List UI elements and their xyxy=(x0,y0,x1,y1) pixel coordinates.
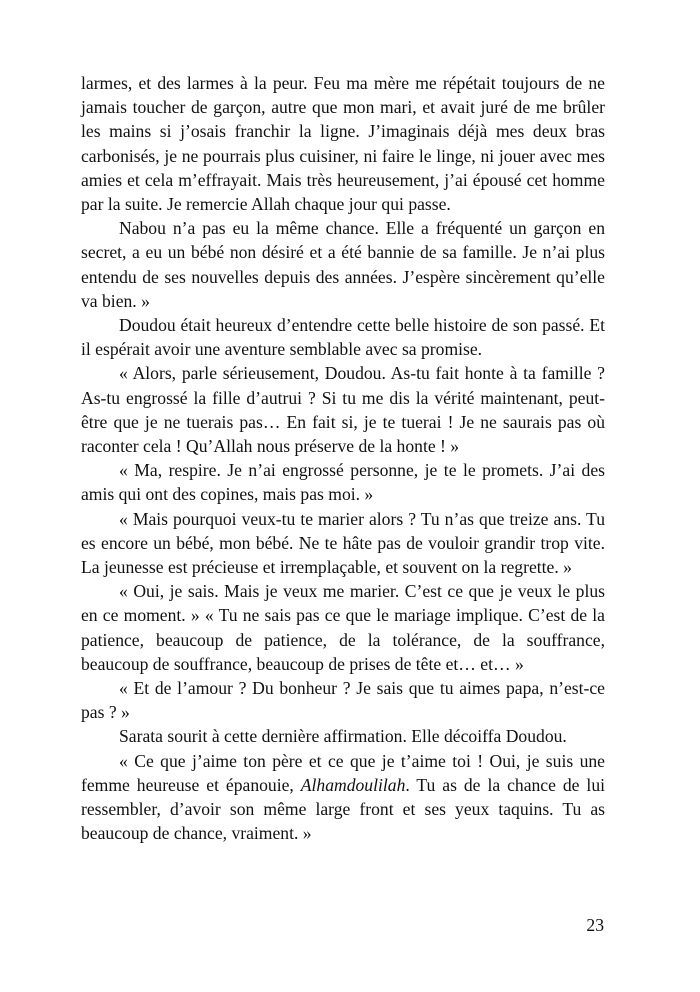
paragraph-10-after: . Tu as de la chance de lui ressembler, d’avoir son même large front et ses yeux taquins. Tu as beaucoup de chance, vraiment. » xyxy=(81,774,606,844)
paragraph-7: « Oui, je sais. Mais je veux me marier. C’est ce que je veux le plus en ce moment. » « Tu ne sais pas ce que le mariage implique. C’est de la patience, beaucoup de patience, de la tolérance, de la souffrance, beaucoup de souffrance, beaucoup de prises de tête et… et… » xyxy=(81,581,605,674)
paragraph-10-before: « Ce que j’aime ton père et ce que je t’aime toi ! Oui, je suis une femme heureuse et épanouie, xyxy=(81,750,605,795)
paragraph-1: larmes, et des larmes à la peur. Feu ma mère me répétait toujours de ne jamais toucher de garçon, autre que mon mari, et avait juré de me brûler les mains si j’osais franchir la ligne. J’imaginais déjà mes deux bras carbonisés, je ne pourrais plus cuisiner, ni faire le linge, ni jouer avec mes amies et cela m’effrayait. Mais très heureusement, j’ai épousé cet homme par la suite. Je remercie Allah chaque jour qui passe. xyxy=(81,73,605,215)
page-number: 23 xyxy=(586,915,604,935)
paragraph-5: « Ma, respire. Je n’ai engrossé personne, je te le promets. J’ai des amis qui ont des copines, mais pas moi. » xyxy=(81,460,605,505)
paragraph-9: Sarata sourit à cette dernière affirmation. Elle décoiffa Doudou. xyxy=(119,726,567,747)
paragraph-3: Doudou était heureux d’entendre cette belle histoire de son passé. Et il espérait avoir une aventure semblable avec sa promise. xyxy=(81,315,605,360)
paragraph-10-italic: Alhamdoulilah xyxy=(300,774,406,795)
page-body-text xyxy=(81,71,605,846)
paragraph-6: « Mais pourquoi veux-tu te marier alors ? Tu n’as que treize ans. Tu es encore un bébé, mon bébé. Ne te hâte pas de vouloir grandir trop vite. La jeunesse est précieuse et irremplaçable, et souvent on la regrette. » xyxy=(81,508,605,578)
paragraph-4: « Alors, parle sérieusement, Doudou. As-tu fait honte à ta famille ? As-tu engrossé la fille d’autrui ? Si tu me dis la vérité maintenant, peut-être que je ne tuerais pas… En fait si, je te tuerai ! Je ne saurais pas où raconter cela ! Qu’Allah nous préserve de la honte ! » xyxy=(81,363,605,457)
paragraph-10 xyxy=(81,749,605,846)
paragraph-2: Nabou n’a pas eu la même chance. Elle a fréquenté un garçon en secret, a eu un bébé non désiré et a été bannie de sa famille. Je n’ai plus entendu de ses nouvelles depuis des années. J’espère sincèrement qu’elle va bien. » xyxy=(81,218,605,311)
paragraph-8: « Et de l’amour ? Du bonheur ? Je sais que tu aimes papa, n’est-ce pas ? » xyxy=(81,678,605,723)
